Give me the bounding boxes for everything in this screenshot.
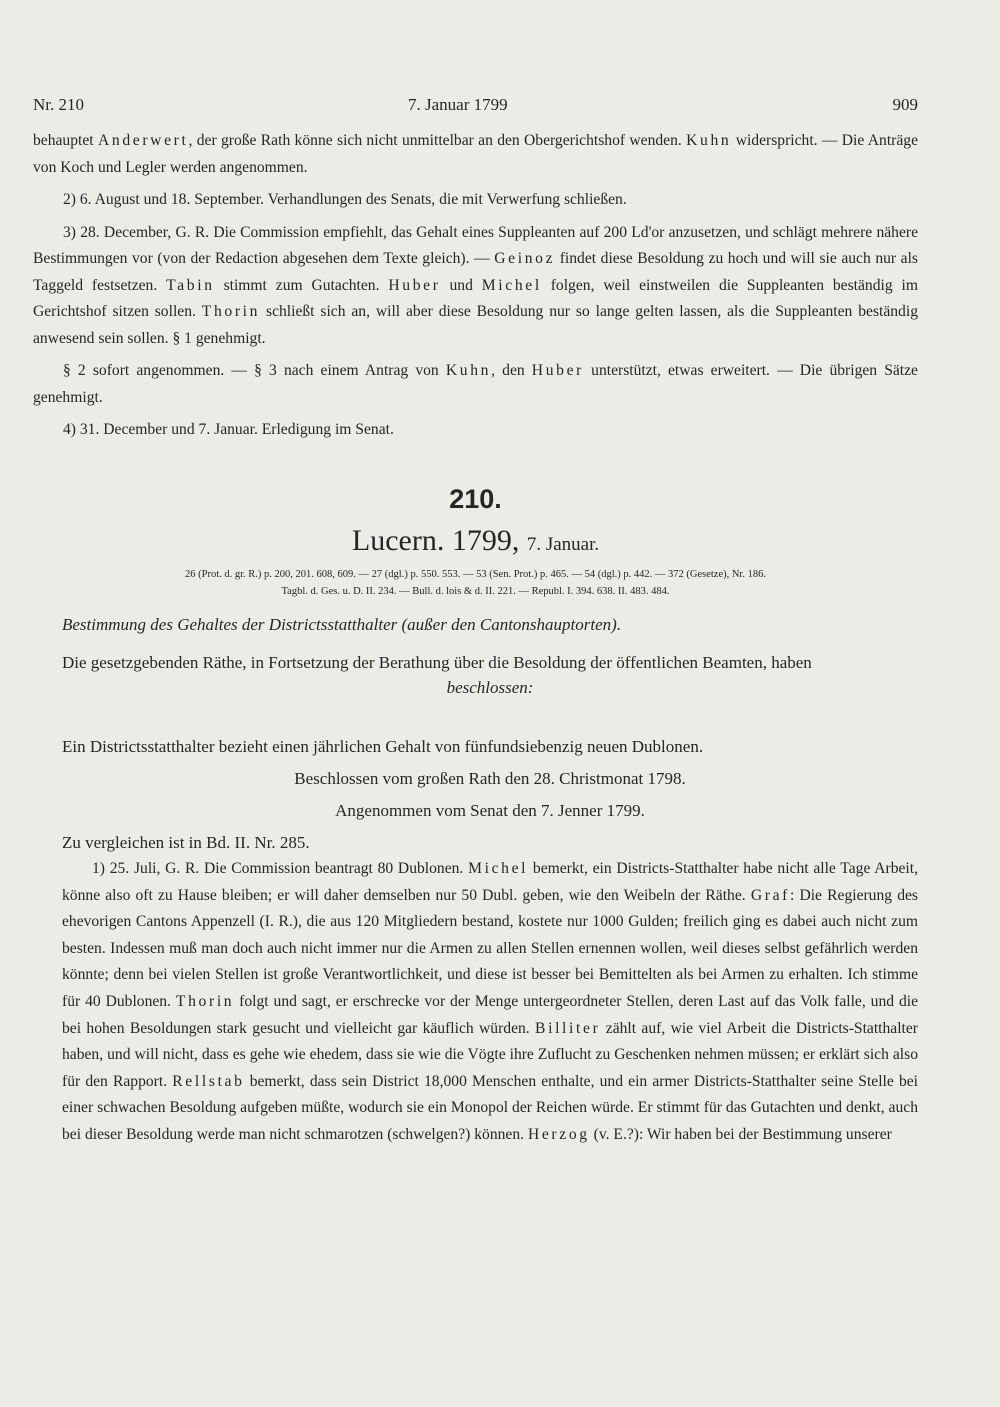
speaker-name: Huber — [531, 362, 585, 379]
speaker-name: Michel — [468, 860, 529, 877]
paragraph: 2) 6. August und 18. September. Verhandlungen des Senats, die mit Verwerfung schließen. — [63, 191, 627, 208]
speaker-name: Graf — [750, 886, 790, 904]
speaker-name: Herzog — [527, 1125, 590, 1143]
intro-text: Die gesetzgebenden Räthe, in Fortsetzung der Berathung über die Besoldung der öffentlichen Beamten, haben — [62, 653, 812, 672]
header-page-number: 909 — [892, 95, 918, 114]
compare-note: Zu vergleichen ist in Bd. II. Nr. 285. — [62, 833, 310, 852]
speaker-name: Rellstab — [172, 1072, 245, 1090]
source-references — [33, 566, 918, 600]
beschlossen-label: beschlossen: — [446, 678, 534, 697]
references-line: Tagbl. d. Ges. u. D. II. 234. — Bull. d. lois & d. II. 221. — Republ. I. 394. 638. II. 483. 484. — [281, 586, 670, 597]
resolution-text: Ein Districtsstatthalter bezieht einen jährlichen Gehalt von fünfundsiebenzig neuen Dublonen. — [62, 737, 704, 756]
running-header — [33, 95, 918, 119]
speaker-name: Geinoz — [494, 250, 556, 267]
paragraph: 1) 25. Juli, G. R. Die Commission beantragt 80 Dublonen. Michel bemerkt, ein Districts-Statthalter habe nicht alle Tage Arbeit, könne also oft zu Hause bleiben; er will daher demselben nur 50 Dubl. geben, wie den Weibeln der Räthe. Graf: Die Regierung des ehevorigen Cantons Appenzell (I. R.), die aus 120 Mitgliedern bestand, kostete nur 1000 Gulden; freilich ging es dabei auch nicht zum besten. Indessen muß man doch auch nicht immer nur die Armen zu allen Stellen ernennen wollen, weil dieses selbst gefährlich werden könnte; denn bei vielen Stellen ist große Verantwortlichkeit, und diese ist besser bei Bemittelten als bei Armen zu erhalten. Ich stimme für 40 Dublonen. Thorin folgt und sagt, er erschrecke vor der Menge untergeordneter Stellen, deren Last auf das Volk falle, und die bei hohen Besoldungen stark gesucht und vielleicht gar käuflich würden. Billiter zählt auf, wie viel Arbeit die Districts-Statthalter haben, und will nicht, dass es gehe wie ehedem, dass sie wie die Vögte ihre Zuflucht zu Geschenken nehmen müssen; er erklärt sich also für den Rapport. Rellstab bemerkt, dass sein District 18,000 Menschen enthalte, und ein armer Districts-Statthalter seine Stelle bei einer schwachen Besoldung aufgeben müßte, wodurch sie ein Monopol der Reichen würde. Er stimmt für das Gutachten und denkt, auch bei dieser Besoldung werde man nicht schmarotzen (schwelgen?) können. Herzog (v. E.?): Wir haben bei der Bestimmung unserer — [62, 860, 918, 1143]
references-line: 26 (Prot. d. gr. R.) p. 200, 201. 608, 609. — 27 (dgl.) p. 550. 553. — 53 (Sen. Prot.) p. 465. — 54 (dgl.) p. 442. — 372 (Gesetze), Nr. 186. — [185, 569, 766, 580]
speaker-name: Billiter — [535, 1019, 601, 1037]
section-place: Lucern. 1799, — [351, 524, 520, 557]
adopted-council: Beschlossen vom großen Rath den 28. Christmonat 1798. — [294, 769, 686, 788]
speaker-name: Anderwert — [97, 132, 189, 149]
paragraph: 4) 31. December und 7. Januar. Erledigung im Senat. — [63, 421, 394, 438]
speaker-name: Kuhn — [686, 132, 732, 149]
header-date: 7. Januar 1799 — [408, 95, 508, 114]
speaker-name: Thorin — [175, 992, 235, 1010]
paragraph: behauptet Anderwert, der große Rath könne sich nicht unmittelbar an den Obergerichtshof wenden. Kuhn widerspricht. — Die Anträge von Koch und Legler werden angenommen. — [33, 132, 919, 176]
decree-intro — [62, 650, 918, 700]
section-number: 210. — [449, 484, 502, 514]
section-subject: Bestimmung des Gehaltes der Districtsstatthalter (außer den Cantonshauptorten). — [62, 615, 622, 634]
section-date: 7. Januar. — [526, 534, 600, 555]
adopted-senate: Angenommen vom Senat den 7. Jenner 1799. — [335, 801, 645, 820]
speaker-name: Michel — [481, 276, 542, 294]
section-place-date — [33, 524, 918, 558]
previous-section-text — [33, 128, 918, 444]
decree-body — [62, 734, 918, 862]
speaker-name: Tabin — [166, 276, 215, 294]
proceedings-text — [62, 856, 918, 1149]
speaker-name: Huber — [388, 276, 441, 294]
speaker-name: Thorin — [201, 303, 261, 320]
speaker-name: Kuhn — [445, 362, 492, 379]
paragraph: § 2 sofort angenommen. — § 3 nach einem Antrag von Kuhn, den Huber unterstützt, etwas erweitert. — Die übrigen Sätze genehmigt. — [33, 362, 918, 406]
paragraph: 3) 28. December, G. R. Die Commission empfiehlt, das Gehalt eines Suppleanten auf 200 Ld'or anzusetzen, und schlägt mehrere nähere Bestimmungen vor (von der Redaction abgesehen dem Texte gleich). — Geinoz findet diese Besoldung zu hoch und will sie auch nur als Taggeld festsetzen. Tabin stimmt zum Gutachten. Huber und Michel folgen, weil einstweilen die Suppleanten beständig im Gerichtshof sitzen sollen. Thorin schließt sich an, will aber diese Besoldung nur so lange gelten lassen, als die Suppleanten beständig anwesend sein sollen. § 1 genehmigt. — [33, 223, 918, 347]
header-number: Nr. 210 — [33, 95, 84, 114]
